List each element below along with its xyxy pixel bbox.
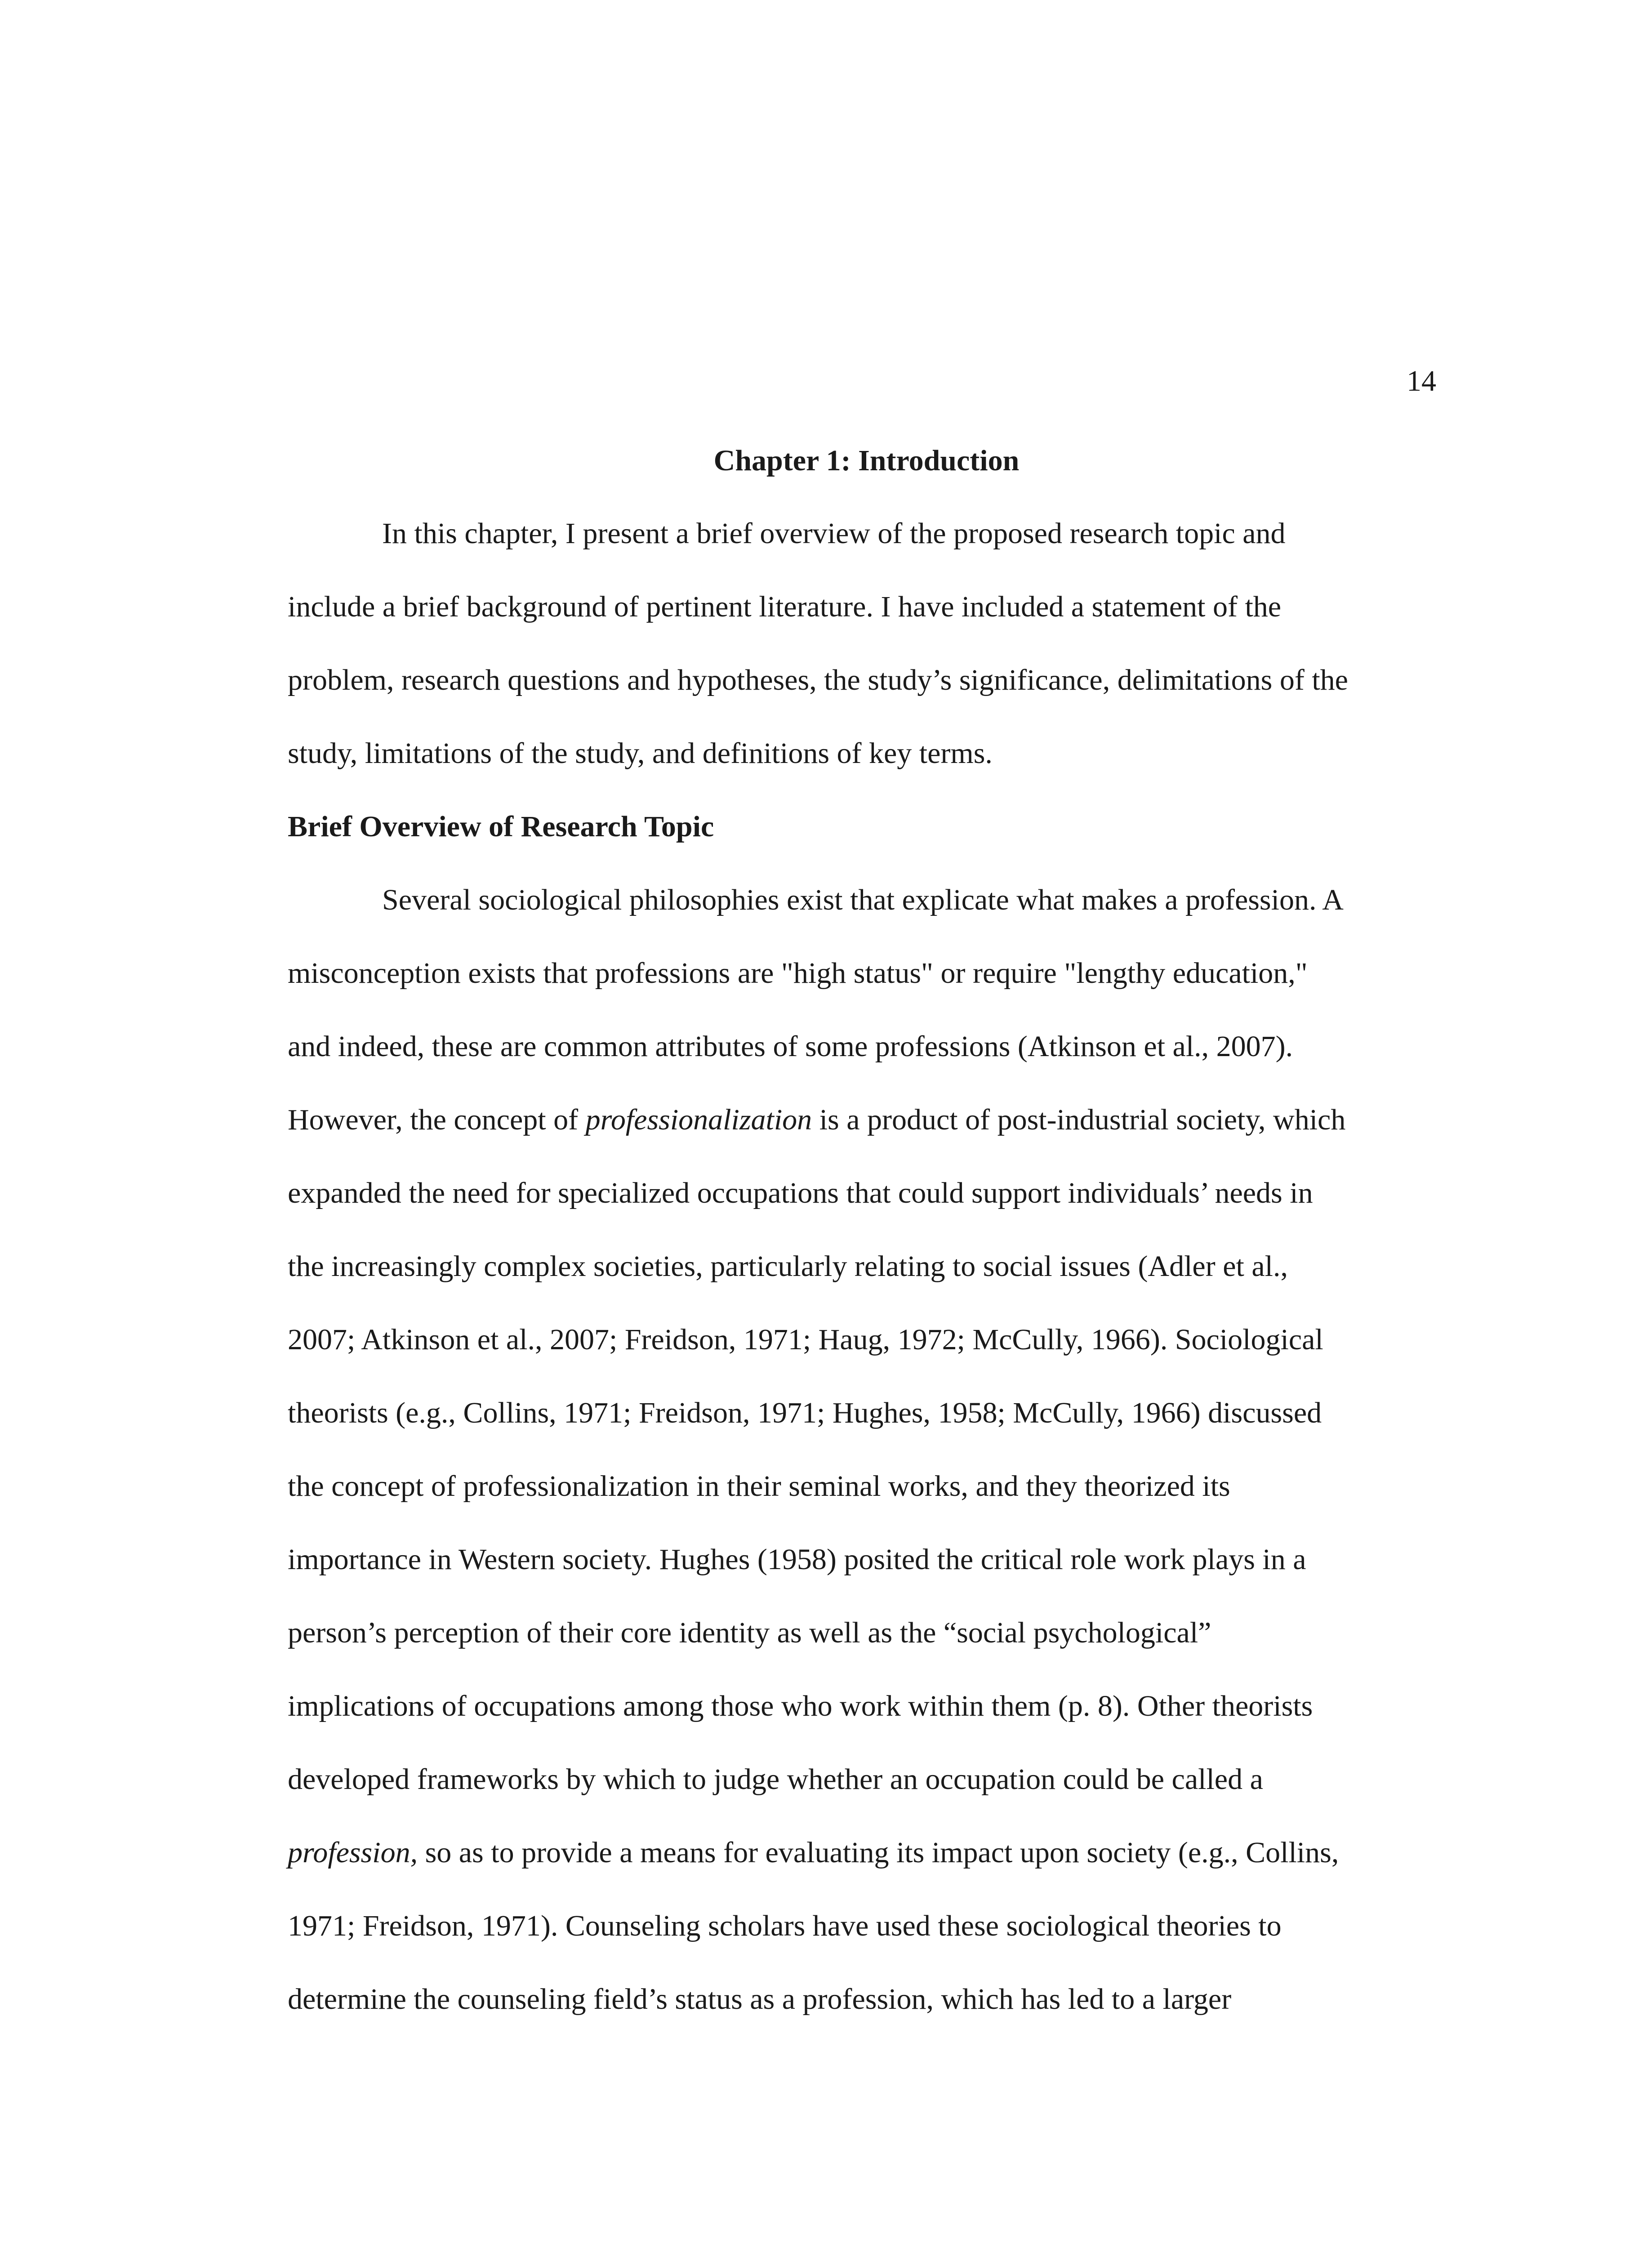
body-line (288, 1083, 1445, 1156)
body-line-text: However, the concept of (288, 1103, 586, 1136)
body-line: importance in Western society. Hughes (1958) posited the critical role work plays in a (288, 1543, 1306, 1576)
page-number: 14 (1407, 365, 1436, 397)
intro-line: In this chapter, I present a brief overview of the proposed research topic and (382, 517, 1286, 550)
body-line: 2007; Atkinson et al., 2007; Freidson, 1971; Haug, 1972; McCully, 1966). Sociological (288, 1323, 1323, 1356)
body-paragraph (288, 863, 1445, 2036)
italic-term: profession, (288, 1836, 418, 1869)
body-line (288, 1816, 1445, 1889)
body-line: 1971; Freidson, 1971). Counseling scholars have used these sociological theories to (288, 1909, 1282, 1942)
body-line: determine the counseling field’s status as a profession, which has led to a larger (288, 1983, 1232, 2016)
chapter-title: Chapter 1: Introduction (713, 444, 1020, 477)
body-line: the concept of professionalization in their seminal works, and they theorized its (288, 1470, 1230, 1503)
body-line-text: is a product of post-industrial society, which (812, 1103, 1346, 1136)
body-line: theorists (e.g., Collins, 1971; Freidson, 1971; Hughes, 1958; McCully, 1966) discussed (288, 1396, 1322, 1429)
document-body (288, 441, 1445, 2036)
intro-line: include a brief background of pertinent literature. I have included a statement of the (288, 590, 1282, 623)
intro-paragraph (288, 497, 1445, 790)
body-line: expanded the need for specialized occupations that could support individuals’ needs in (288, 1177, 1313, 1209)
body-line: person’s perception of their core identity as well as the “social psychological” (288, 1616, 1211, 1649)
body-line: developed frameworks by which to judge whether an occupation could be called a (288, 1763, 1263, 1796)
section-heading: Brief Overview of Research Topic (288, 810, 714, 843)
intro-line: study, limitations of the study, and definitions of key terms. (288, 737, 993, 770)
intro-line: problem, research questions and hypotheses, the study’s significance, delimitations of the (288, 664, 1348, 696)
body-line: and indeed, these are common attributes of some professions (Atkinson et al., 2007). (288, 1030, 1293, 1063)
italic-term: professionalization (585, 1103, 812, 1136)
body-line: misconception exists that professions are "high status" or require "lengthy education," (288, 957, 1308, 990)
body-line: implications of occupations among those who work within them (p. 8). Other theorists (288, 1690, 1313, 1722)
body-line: the increasingly complex societies, particularly relating to social issues (Adler et al., (288, 1250, 1288, 1283)
body-line: Several sociological philosophies exist that explicate what makes a profession. A (382, 883, 1344, 916)
body-line-text: so as to provide a means for evaluating its impact upon society (e.g., Collins, (418, 1836, 1339, 1869)
